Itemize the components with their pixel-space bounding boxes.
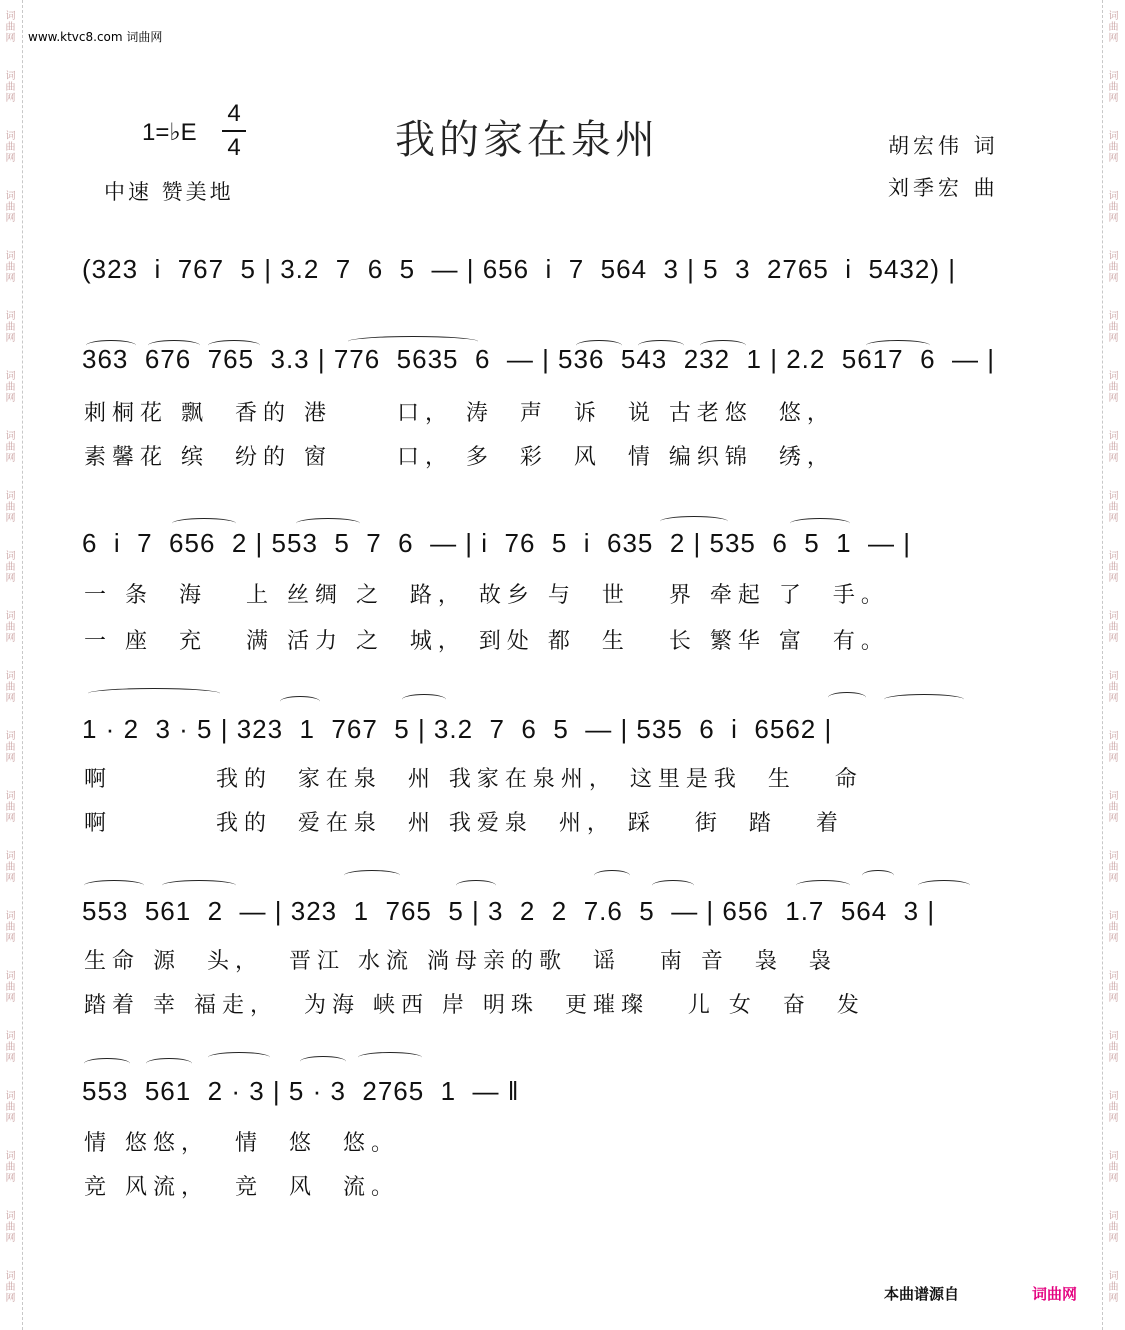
lyric-line: 一 条 海 上 丝绸 之 路， 故乡 与 世 界 牵起 了 手。: [84, 583, 889, 608]
watermark: 词曲网: [1106, 430, 1117, 463]
tempo-marking: 中速 赞美地: [104, 180, 234, 204]
watermark: 词曲网: [1106, 70, 1117, 103]
watermark: 词曲网: [1106, 10, 1117, 43]
watermark: 词曲网: [3, 250, 14, 283]
slur: [594, 870, 630, 881]
slur: [162, 880, 236, 891]
slur: [652, 880, 694, 891]
slur: [402, 694, 446, 705]
watermark: 词曲网: [3, 610, 14, 643]
watermark: 词曲网: [1106, 310, 1117, 343]
slur: [88, 688, 220, 699]
watermark: 词曲网: [3, 310, 14, 343]
watermark: 词曲网: [3, 910, 14, 943]
lyric-line: 啊 我的 爱在泉 州 我爱泉 州， 踩 街 踏 着: [84, 811, 844, 836]
site-url: www.ktvc8.com 词曲网: [28, 30, 163, 44]
source-site-link[interactable]: 词曲网: [1032, 1285, 1078, 1303]
slur: [918, 880, 970, 891]
watermark: 词曲网: [3, 970, 14, 1003]
notation-line: 553 561 2 · 3 | 5 · 3 2765 1 — ‖: [82, 1076, 520, 1106]
notation-line: 6 i 7 656 2 | 553 5 7 6 — | i 76 5 i 635 2 | 535 6 5 1 — |: [82, 528, 912, 558]
slur: [84, 1058, 130, 1069]
lyric-line: 素馨花 缤 纷的 窗 口， 多 彩 风 情 编织锦 绣，: [84, 445, 835, 470]
lyric-line: 啊 我的 家在泉 州 我家在泉州， 这里是我 生 命: [84, 767, 863, 792]
meter-bottom: 4: [227, 134, 241, 161]
composer-credit: 刘季宏 曲: [888, 176, 999, 200]
watermark: 词曲网: [3, 70, 14, 103]
watermark: 词曲网: [1106, 790, 1117, 823]
slur: [84, 880, 144, 891]
right-margin-strip: [1102, 0, 1125, 1330]
notation-line: 363 676 765 3.3 | 776 5635 6 — | 536 543 232 1 | 2.2 5617 6 — |: [82, 344, 995, 374]
watermark: 词曲网: [1106, 550, 1117, 583]
watermark: 词曲网: [1106, 850, 1117, 883]
slur: [344, 870, 400, 881]
watermark: 词曲网: [3, 1030, 14, 1063]
watermark: 词曲网: [3, 130, 14, 163]
watermark: 词曲网: [3, 790, 14, 823]
watermark: 词曲网: [3, 10, 14, 43]
watermark: 词曲网: [3, 550, 14, 583]
slur: [358, 1052, 422, 1063]
watermark: 词曲网: [3, 190, 14, 223]
watermark: 词曲网: [1106, 130, 1117, 163]
song-title: 我的家在泉州: [395, 117, 659, 163]
slur: [456, 880, 496, 891]
slur: [660, 516, 728, 527]
watermark: 词曲网: [1106, 190, 1117, 223]
slur: [796, 880, 850, 891]
watermark: 词曲网: [1106, 970, 1117, 1003]
watermark: 词曲网: [1106, 370, 1117, 403]
lyricist-credit: 胡宏伟 词: [888, 134, 999, 158]
watermark: 词曲网: [1106, 490, 1117, 523]
watermark: 词曲网: [1106, 1270, 1117, 1303]
key-signature: 1=♭E: [142, 119, 197, 146]
watermark: 词曲网: [3, 1210, 14, 1243]
watermark: 词曲网: [3, 670, 14, 703]
slur: [146, 1058, 192, 1069]
lyric-line: 生命 源 头， 晋江 水流 淌母亲的歌 谣 南 音 袅 袅: [84, 949, 837, 974]
slur: [828, 692, 866, 703]
time-signature: [222, 100, 246, 162]
lyric-line: 竞 风流， 竞 风 流。: [84, 1175, 399, 1200]
watermark: 词曲网: [1106, 1090, 1117, 1123]
watermark: 词曲网: [1106, 610, 1117, 643]
watermark: 词曲网: [3, 1270, 14, 1303]
slur: [208, 1052, 270, 1063]
watermark: 词曲网: [1106, 730, 1117, 763]
watermark: 词曲网: [1106, 250, 1117, 283]
watermark: 词曲网: [3, 1090, 14, 1123]
watermark: 词曲网: [3, 1150, 14, 1183]
notation-line: 1 · 2 3 · 5 | 323 1 767 5 | 3.2 7 6 5 — | 535 6 i 6562 |: [82, 714, 833, 744]
watermark: 词曲网: [1106, 1150, 1117, 1183]
meter-top: 4: [227, 100, 241, 127]
slur: [280, 696, 320, 707]
source-label: 本曲谱源自: [884, 1285, 960, 1303]
lyric-line: 刺桐花 飘 香的 港 口， 涛 声 诉 说 古老悠 悠，: [84, 401, 835, 426]
lyric-line: 情 悠悠， 情 悠 悠。: [84, 1131, 399, 1156]
slur: [862, 870, 894, 881]
slur: [300, 1056, 346, 1067]
watermark: 词曲网: [3, 430, 14, 463]
watermark: 词曲网: [3, 730, 14, 763]
watermark: 词曲网: [1106, 910, 1117, 943]
lyric-line: 踏着 幸 福走， 为海 峡西 岸 明珠 更璀璨 儿 女 奋 发: [84, 993, 865, 1018]
slur: [884, 694, 964, 705]
watermark: 词曲网: [3, 490, 14, 523]
left-margin-strip: [0, 0, 23, 1330]
lyric-line: 一 座 充 满 活力 之 城， 到处 都 生 长 繁华 富 有。: [84, 629, 889, 654]
watermark: 词曲网: [1106, 670, 1117, 703]
watermark: 词曲网: [1106, 1210, 1117, 1243]
watermark: 词曲网: [1106, 1030, 1117, 1063]
meter-divider: [222, 130, 246, 132]
notation-line: (323 i 767 5 | 3.2 7 6 5 — | 656 i 7 564 3 | 5 3 2765 i 5432) |: [82, 254, 956, 284]
watermark: 词曲网: [3, 370, 14, 403]
watermark: 词曲网: [3, 850, 14, 883]
notation-line: 553 561 2 — | 323 1 765 5 | 3 2 2 7.6 5 — | 656 1.7 564 3 |: [82, 896, 936, 926]
